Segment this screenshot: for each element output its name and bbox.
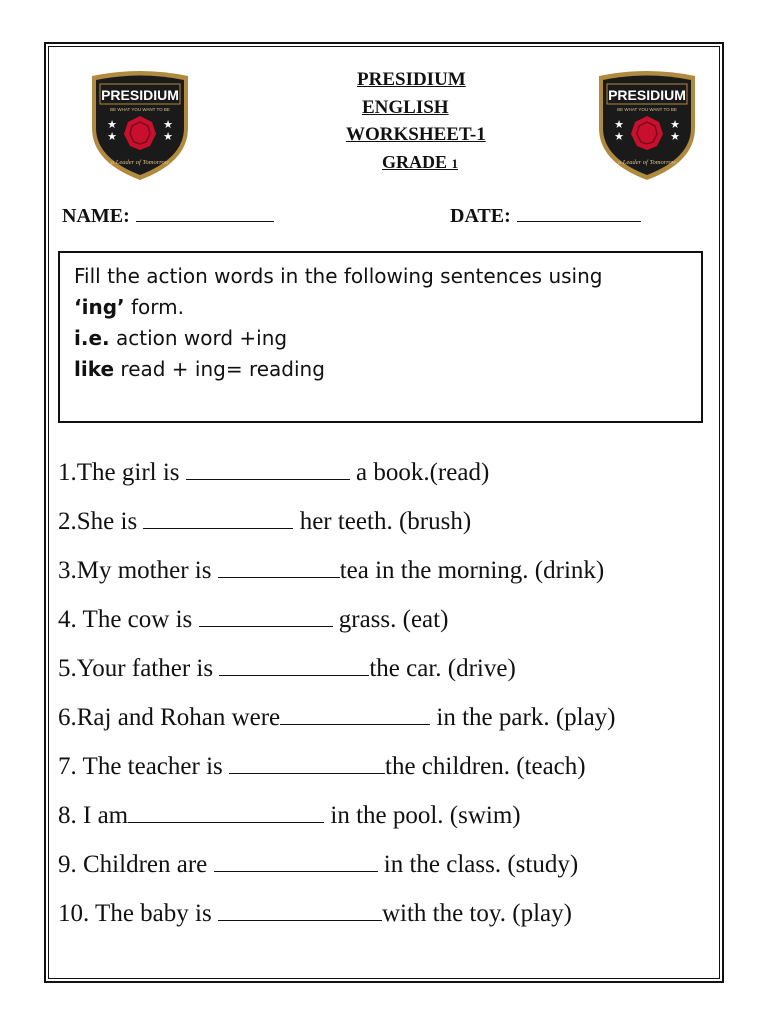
instruction-line-2 (74, 292, 687, 323)
answer-blank[interactable] (219, 649, 369, 676)
question-text-after: in the park. (play) (430, 704, 616, 731)
instruction-line-4 (74, 354, 687, 385)
question-item (58, 600, 718, 649)
answer-blank[interactable] (218, 551, 340, 578)
answer-blank[interactable] (280, 698, 430, 725)
question-item (58, 502, 718, 551)
answer-blank[interactable] (143, 502, 293, 529)
svg-text:★: ★ (107, 131, 117, 143)
question-text-after: with the toy. (play) (381, 900, 572, 927)
instructions-box (58, 251, 703, 423)
question-item (58, 649, 718, 698)
instruction-line-1: Fill the action words in the following sentences using (74, 264, 603, 288)
question-item (58, 698, 718, 747)
question-item (58, 894, 718, 943)
svg-text:★: ★ (163, 131, 173, 143)
presidium-logo-left (88, 70, 192, 182)
svg-text:★: ★ (614, 119, 624, 131)
grade-number: 1 (451, 156, 459, 171)
worksheet-number: WORKSHEET-1 (346, 124, 486, 145)
instruction-line-2-text: form. (124, 295, 184, 319)
school-name: PRESIDIUM (357, 69, 466, 90)
logo-tagline-text: BE WHAT YOU WANT TO BE (617, 107, 677, 112)
instruction-line-3 (74, 323, 687, 354)
name-label: NAME: (62, 205, 130, 227)
question-text-after: in the pool. (swim) (324, 802, 521, 829)
question-text-before: 2.She is (58, 508, 144, 535)
answer-blank[interactable] (199, 600, 333, 627)
question-text-after: grass. (eat) (332, 606, 449, 633)
question-text-after: in the class. (study) (377, 851, 579, 878)
answer-blank[interactable] (218, 894, 382, 921)
question-text-before: 1.The girl is (58, 459, 186, 486)
svg-text:★: ★ (614, 131, 624, 143)
question-text-after: the children. (teach) (385, 753, 586, 780)
question-text-after: her teeth. (brush) (293, 508, 472, 535)
like-keyword: like (74, 357, 115, 381)
answer-blank[interactable] (128, 796, 324, 823)
question-text-before: 8. I am (58, 802, 129, 829)
grade-label: GRADE (382, 152, 448, 172)
logo-name-text: PRESIDIUM (608, 87, 686, 103)
answer-blank[interactable] (214, 845, 378, 872)
question-text-after: the car. (drive) (369, 655, 516, 682)
logo-tagline-text: BE WHAT YOU WANT TO BE (110, 107, 170, 112)
name-field (62, 203, 274, 228)
question-item (58, 796, 718, 845)
date-field (450, 203, 641, 228)
svg-text:★: ★ (670, 119, 680, 131)
grade-heading (382, 148, 458, 178)
ing-keyword: ‘ing’ (74, 295, 125, 319)
instruction-line-3-text: action word +ing (109, 326, 288, 350)
logo-name-text: PRESIDIUM (101, 87, 179, 103)
logo-motto-text: a Leader of Tomorrow (617, 159, 677, 166)
question-item (58, 551, 718, 600)
logo-motto-text: a Leader of Tomorrow (110, 159, 170, 166)
question-text-before: 4. The cow is (58, 606, 199, 633)
question-text-before: 9. Children are (58, 851, 214, 878)
question-list (58, 453, 718, 943)
ie-keyword: i.e. (74, 326, 110, 350)
date-label: DATE: (450, 205, 511, 227)
svg-text:★: ★ (670, 131, 680, 143)
question-text-after: tea in the morning. (drink) (339, 557, 605, 584)
question-item (58, 845, 718, 894)
instruction-line-4-text: read + ing= reading (114, 357, 325, 381)
presidium-logo-right (595, 70, 699, 182)
subject-name: ENGLISH (362, 97, 449, 118)
svg-text:★: ★ (163, 119, 173, 131)
svg-text:★: ★ (107, 119, 117, 131)
question-text-before: 7. The teacher is (58, 753, 229, 780)
answer-blank[interactable] (229, 747, 385, 774)
question-text-before: 5.Your father is (58, 655, 220, 682)
question-item (58, 747, 718, 796)
question-text-before: 10. The baby is (58, 900, 218, 927)
question-item (58, 453, 718, 502)
question-text-before: 6.Raj and Rohan were (58, 704, 281, 731)
name-blank[interactable] (136, 203, 274, 222)
answer-blank[interactable] (186, 453, 350, 480)
question-text-after: a book.(read) (349, 459, 490, 486)
question-text-before: 3.My mother is (58, 557, 218, 584)
date-blank[interactable] (517, 203, 641, 222)
